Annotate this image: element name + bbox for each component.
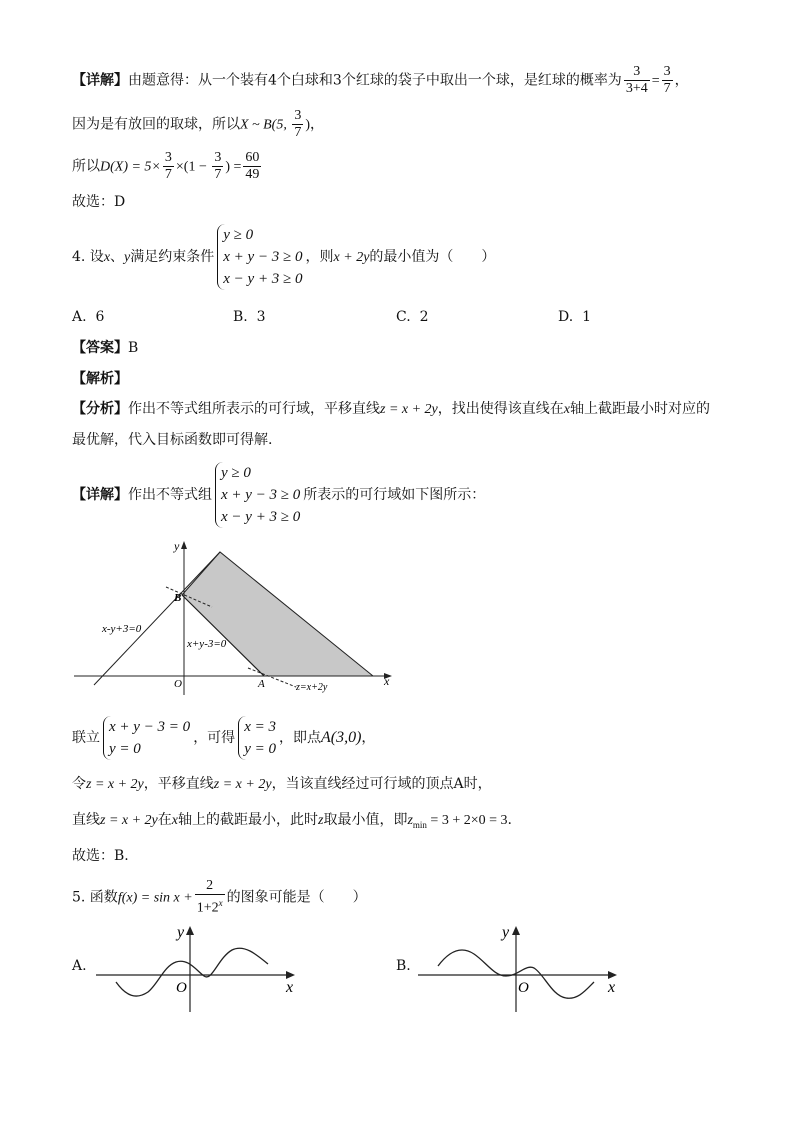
x-axis-arrow-icon bbox=[286, 971, 295, 979]
y-axis-label: y bbox=[502, 924, 510, 941]
fraction: $\frac{3}{7}$ bbox=[663, 64, 671, 96]
line1-label: x-y+3=0 bbox=[102, 623, 142, 635]
y-axis-label: y bbox=[174, 539, 180, 553]
q4-option-a: A. 6 bbox=[72, 309, 105, 325]
x-axis-label: x bbox=[286, 979, 294, 996]
solution-system: x = 3 y = 0 bbox=[238, 716, 276, 760]
feasible-region bbox=[182, 552, 373, 676]
q4-answer: 【答案】B bbox=[72, 340, 139, 356]
q3-detail-line2: 因为是有放回的取球，所以X ~ B(5, $\frac{3}{7}$ )， bbox=[72, 108, 325, 140]
q4-option-b: B. 3 bbox=[233, 309, 266, 325]
q4-ling: 令z = x + 2y，平移直线z = x + 2y，当该直线经过可行域的顶点A时， bbox=[72, 776, 492, 792]
y-axis-label: y bbox=[177, 924, 185, 941]
q3-detail-line1: 【详解】由题意得：从一个装有4个白球和3个红球的袋子中取出一个球，是红球的概率为 $\frac{3}{3+4}$ = $\frac{3}{7}$ ， bbox=[72, 64, 689, 96]
q4-choose: 故选：B. bbox=[72, 848, 129, 864]
z-line-label: z=x+2y bbox=[296, 682, 328, 693]
fraction: $\frac{3}{3+4}$ bbox=[625, 64, 648, 96]
q3-text: 所以 bbox=[72, 158, 100, 175]
q4-option-c: C. 2 bbox=[396, 309, 429, 325]
q4-zx: 直线z = x + 2y在x轴上的截距最小，此时z取最小值，即$z_{min} = 3 + 2\times 0 = 3$. bbox=[72, 812, 512, 830]
q3-detail-line3: 所以D(X) = 5× $\frac{3}{7}$ ×(1 − $\frac{3}{7}$ ) = $\frac{60}{49}$ bbox=[72, 150, 260, 182]
line-x-minus-y-plus-3 bbox=[94, 552, 220, 685]
y-axis-arrow-icon bbox=[186, 926, 194, 935]
y-axis-arrow-icon bbox=[181, 541, 187, 549]
q5-option-b-label: B. bbox=[396, 958, 411, 974]
x-axis-arrow-icon bbox=[608, 971, 617, 979]
q4-detail: 【详解】作出不等式组 y ≥ 0 x + y − 3 ≥ 0 x − y + 3 ≥ 0 所表示的可行域如下图所示： bbox=[72, 462, 485, 528]
equation-system: x + y − 3 = 0 y = 0 bbox=[103, 716, 190, 760]
x-axis-label: x bbox=[384, 674, 390, 688]
q5-graph-b bbox=[414, 920, 624, 1015]
q4-stem: 4. 设x、y满足约束条件 y ≥ 0 x + y − 3 ≥ 0 x − y + 3 ≥ 0 ，则x + 2y的最小值为（ ） bbox=[72, 224, 495, 290]
constraint-system: y ≥ 0 x + y − 3 ≥ 0 x − y + 3 ≥ 0 bbox=[217, 224, 302, 290]
feasible-region-graph bbox=[70, 535, 400, 700]
q4-number: 4. 设 bbox=[72, 249, 104, 265]
q4-option-d: D. 1 bbox=[558, 309, 592, 325]
variance-expr: D(X) = 5× bbox=[100, 159, 161, 175]
q5-stem: 5. 函数f(x) = sin x + $\frac{2}{1+2^x}$ 的图象可能是（ ） bbox=[72, 878, 367, 916]
fraction: $\frac{3}{7}$ bbox=[294, 108, 302, 140]
fraction: $\frac{2}{1+2^x}$ bbox=[196, 878, 223, 916]
detail-label: 【详解】 bbox=[72, 72, 128, 89]
q4-lianli: 联立 x + y − 3 = 0 y = 0 ，可得 x = 3 y = 0 ，即点A(3,0)， bbox=[72, 716, 375, 760]
q4-fenxi-line1: 【分析】作出不等式组所表示的可行域，平移直线z = x + 2y，找出使得该直线在x轴上截距最小时对应的 bbox=[72, 401, 710, 417]
line2-label: x+y-3=0 bbox=[187, 638, 227, 650]
constraint-system: y ≥ 0 x + y − 3 ≥ 0 x − y + 3 ≥ 0 bbox=[215, 462, 300, 528]
q3-text: 由题意得：从一个装有4个白球和3个红球的袋子中取出一个球，是红球的概率为 bbox=[128, 72, 622, 89]
curve-a bbox=[116, 948, 268, 996]
point-a-label: A bbox=[258, 678, 265, 690]
q5-option-a-label: A. bbox=[72, 958, 87, 974]
origin-label: O bbox=[518, 980, 529, 996]
y-axis-arrow-icon bbox=[512, 926, 520, 935]
origin-label: O bbox=[176, 980, 187, 996]
q5-graph-a bbox=[92, 920, 302, 1015]
x-axis-label: x bbox=[608, 979, 616, 996]
point-b-label: B bbox=[174, 592, 182, 604]
function-expr: f(x) = sin x + bbox=[117, 890, 193, 906]
point-a: A(3,0) bbox=[320, 729, 362, 746]
q3-text: 因为是有放回的取球，所以 bbox=[72, 116, 240, 133]
origin-label: O bbox=[174, 678, 182, 690]
target-expr: x + 2y bbox=[333, 250, 370, 265]
binomial-expr: X ~ B(5, bbox=[240, 117, 291, 133]
q4-analysis-label: 【解析】 bbox=[72, 371, 128, 387]
q4-fenxi-line2: 最优解，代入目标函数即可得解. bbox=[72, 432, 273, 448]
q3-choose: 故选：D bbox=[72, 194, 126, 210]
